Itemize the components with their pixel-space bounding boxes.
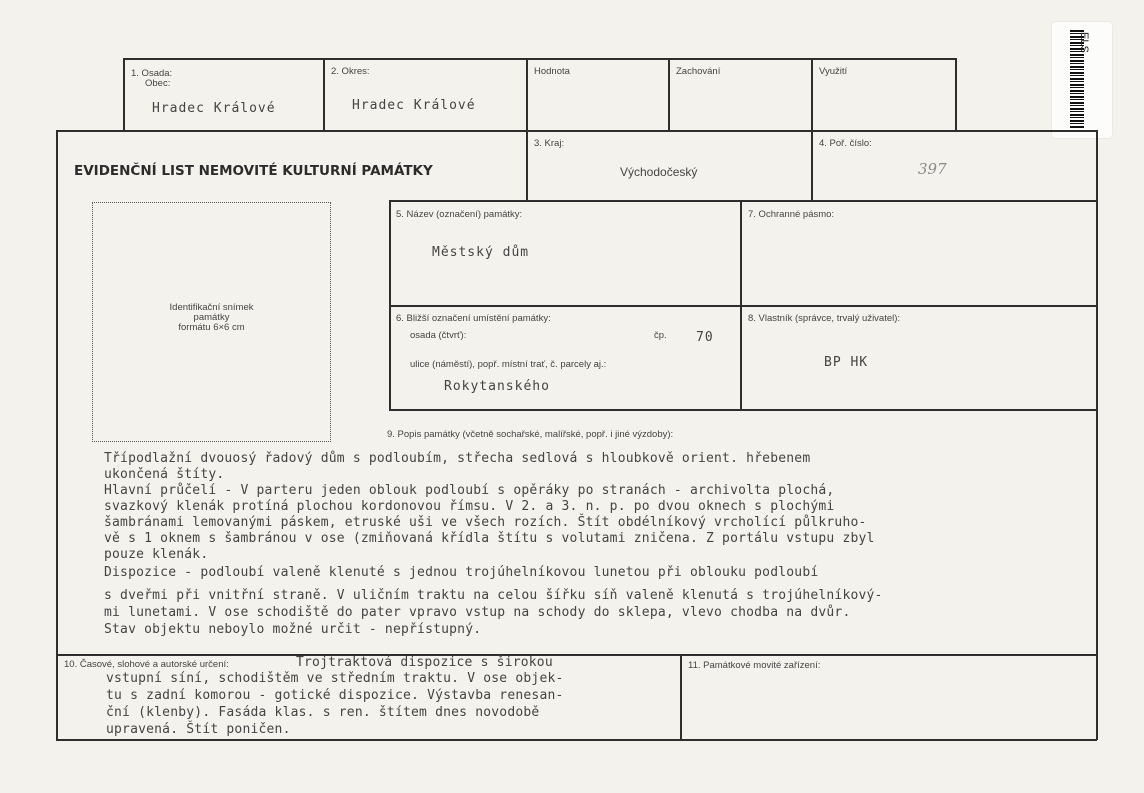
popis-line: vě s 1 oknem s šambránou v ose (zmiňovaná křídla štítu s volutami zničena. Z portálu vstupu zbyl	[104, 531, 875, 546]
form-title: EVIDENČNÍ LIST NEMOVITÉ KULTURNÍ PAMÁTKY	[74, 163, 433, 179]
okres-value: Hradec Králové	[352, 98, 476, 113]
divider	[955, 58, 957, 130]
popis-line: Dispozice - podloubí valeně klenuté s jednou trojúhelníkovou lunetou při oblouku podloubí	[104, 565, 819, 580]
ulice-label: ulice (náměstí), popř. místní trať, č. parcely aj.:	[410, 359, 607, 370]
cp-value: 70	[696, 330, 714, 345]
popis-line: s dveřmi při vnitřní straně. V uličním traktu na celou šířku síň valeně klenutá s trojúhelníkový-	[104, 588, 883, 603]
cp-label: čp.	[654, 330, 667, 341]
pasmo-label: 7. Ochranné pásmo:	[748, 209, 835, 220]
popis-line: Hlavní průčelí - V parteru jeden oblouk podloubí s opěráky po stranách - archivolta plochá,	[104, 483, 835, 498]
vlastnik-label: 8. Vlastník (správce, trvalý uživatel):	[748, 313, 901, 324]
divider	[323, 58, 325, 130]
fields-grid-bottom	[389, 409, 1096, 411]
casove-line: tu s zadní komorou - gotické dispozice. Výstavba renesan-	[106, 688, 564, 703]
popis-line: mi lunetami. V ose schodiště do pater vpravo vstup na schody do sklepa, vlevo chodba na dvůr.	[104, 605, 851, 620]
nazev-label: 5. Název (označení) památky:	[396, 209, 523, 220]
kraj-label: 3. Kraj:	[534, 138, 565, 149]
popis-line: pouze klenák.	[104, 547, 209, 562]
nazev-value: Městský dům	[432, 245, 530, 260]
main-frame-bottom	[56, 739, 1097, 741]
vyuziti-label: Využití	[819, 66, 848, 77]
photo-placeholder	[92, 202, 331, 442]
hodnota-label: Hodnota	[534, 66, 570, 77]
kraj-value: Východočeský	[620, 165, 698, 179]
casove-line: upravená. Štít poničen.	[106, 722, 291, 737]
barcode-text: ELS	[1078, 32, 1090, 53]
osada-ctvrt-label: osada (čtvrť):	[410, 330, 467, 341]
bottom-section-divider	[680, 654, 682, 740]
umisteni-label: 6. Bližší označení umístění památky:	[396, 313, 551, 324]
popis-line: svazkový klenák protíná plochou kordonovou římsu. V 2. a 3. n. p. po dvou oknech s plochými	[104, 499, 835, 514]
zachovani-label: Zachování	[676, 66, 721, 77]
por-cislo-value: 397	[918, 160, 947, 178]
fields-grid-center	[389, 305, 1096, 307]
photo-caption-line1: Identifikační snímek	[169, 302, 254, 313]
fields-grid-top	[389, 200, 1096, 202]
top-row-border-top	[123, 58, 956, 60]
main-frame-right	[1096, 130, 1098, 740]
bottom-section-top	[56, 654, 1097, 656]
casove-line: vstupní síní, schodištěm ve středním traktu. V ose objek-	[106, 671, 564, 686]
por-cislo-label: 4. Poř. číslo:	[819, 138, 872, 149]
photo-caption-line2: památky	[193, 312, 230, 323]
barcode-sticker	[1052, 22, 1112, 138]
divider	[123, 58, 125, 130]
popis-label: 9. Popis památky (včetně sochařské, malířské, popř. i jiné výzdoby):	[387, 429, 674, 440]
popis-line: Třípodlažní dvouosý řadový dům s podloubím, střecha sedlová s hloubkově orient. hřebenem	[104, 451, 811, 466]
osada-label: 1. Osada:	[131, 68, 173, 79]
main-frame-top	[56, 130, 1097, 132]
casove-line: Trojtraktová dispozice s širokou	[296, 655, 553, 670]
movite-label: 11. Památkové movité zařízení:	[688, 660, 821, 671]
main-frame-left	[56, 130, 58, 740]
obec-label: Obec:	[145, 78, 171, 89]
ulice-value: Rokytanského	[444, 379, 550, 394]
popis-line: šambránami lemovanými páskem, etruské uši ve všech rozích. Štít obdélníkový vrcholící půlkruho-	[104, 515, 867, 530]
divider	[811, 58, 813, 200]
casove-label: 10. Časové, slohové a autorské určení:	[64, 659, 229, 670]
obec-value: Hradec Králové	[152, 101, 276, 116]
casove-line: ční (klenby). Fasáda klas. s ren. štítem dnes novodobě	[106, 705, 540, 720]
popis-line: ukončená štíty.	[104, 467, 225, 482]
okres-label: 2. Okres:	[331, 66, 370, 77]
divider	[668, 58, 670, 130]
popis-line: Stav objektu neboylo možné určit - nepřístupný.	[104, 622, 482, 637]
photo-caption-line3: formátu 6×6 cm	[178, 322, 245, 333]
vlastnik-value: BP HK	[824, 355, 869, 370]
